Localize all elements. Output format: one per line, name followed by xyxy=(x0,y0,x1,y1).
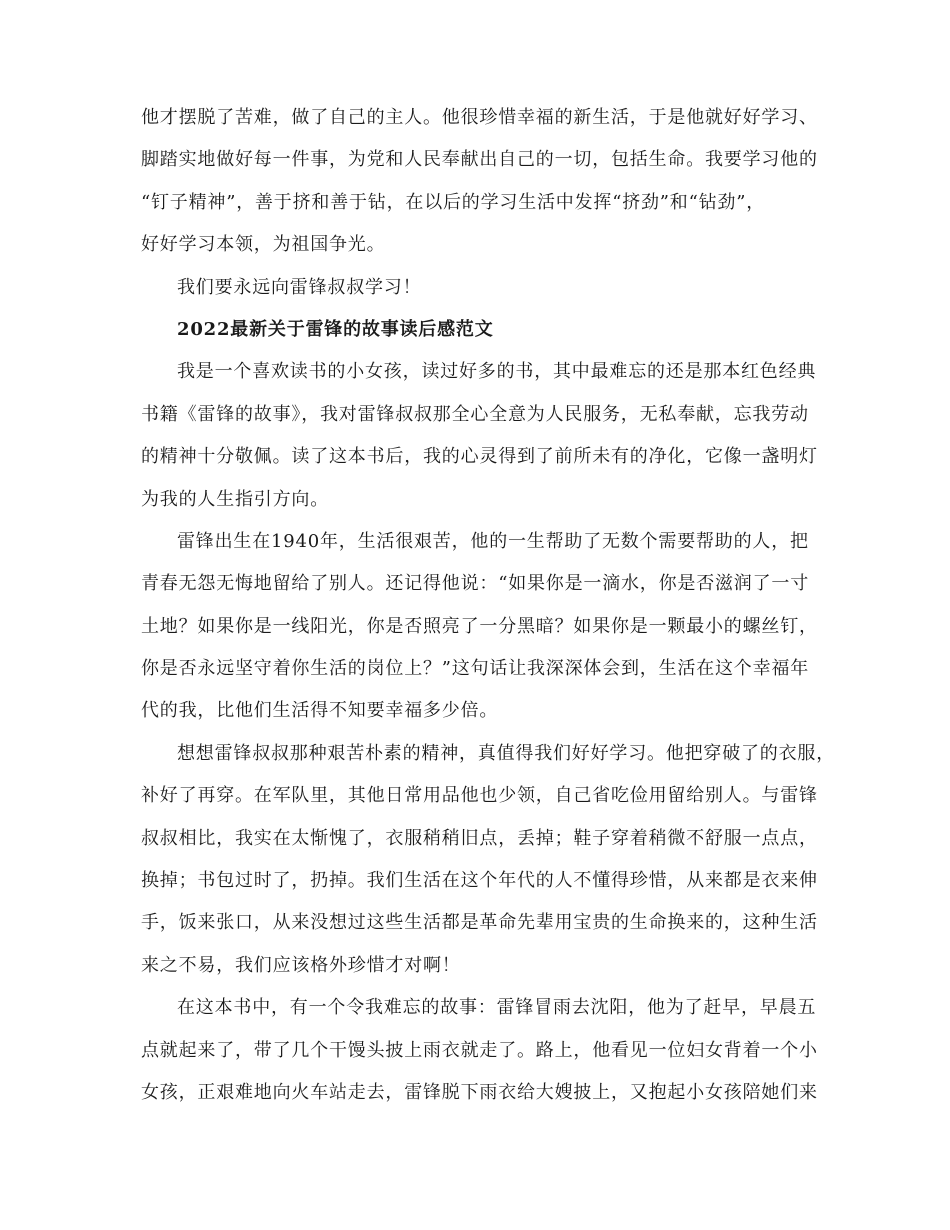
text-line: 补好了再穿。在军队里，其他日常用品他也少领，自己省吃俭用留给别人。与雷锋 xyxy=(141,785,818,807)
section-heading: 2022最新关于雷锋的故事读后感范文 xyxy=(177,318,494,340)
text-line: 换掉；书包过时了，扔掉。我们生活在这个年代的人不懂得珍惜，从来都是衣来伸 xyxy=(141,870,818,892)
text-line: 来之不易，我们应该格外珍惜才对啊！ xyxy=(141,954,461,976)
text-line: 叔叔相比，我实在太惭愧了，衣服稍稍旧点，丢掉；鞋子穿着稍微不舒服一点点， xyxy=(141,827,818,849)
text-line: 点就起来了，带了几个干馒头披上雨衣就走了。路上，他看见一位妇女背着一个小 xyxy=(141,1039,818,1061)
text-line: 脚踏实地做好每一件事，为党和人民奉献出自己的一切，包括生命。我要学习他的 xyxy=(141,149,818,171)
text-line: 为我的人生指引方向。 xyxy=(141,488,329,510)
text-line: 的精神十分敬佩。读了这本书后，我的心灵得到了前所未有的净化，它像一盏明灯 xyxy=(141,446,818,468)
text-line: 好好学习本领，为祖国争光。 xyxy=(141,234,386,256)
text-line: 青春无怨无悔地留给了别人。还记得他说：“如果你是一滴水，你是否滋润了一寸 xyxy=(141,573,809,595)
text-line: “钉子精神”，善于挤和善于钻，在以后的学习生活中发挥“挤劲”和“钻劲”， xyxy=(141,191,766,213)
document-body xyxy=(141,97,835,1114)
text-line: 想想雷锋叔叔那种艰苦朴素的精神，真值得我们好好学习。他把穿破了的衣服， xyxy=(177,742,835,764)
text-line: 你是否永远坚守着你生活的岗位上？”这句话让我深深体会到，生活在这个幸福年 xyxy=(141,658,809,680)
text-line: 土地？如果你是一线阳光，你是否照亮了一分黑暗？如果你是一颗最小的螺丝钉， xyxy=(141,615,818,637)
text-line: 我是一个喜欢读书的小女孩，读过好多的书，其中最难忘的还是那本红色经典 xyxy=(177,361,817,383)
text-line: 我们要永远向雷锋叔叔学习！ xyxy=(177,276,422,298)
text-line: 手，饭来张口，从来没想过这些生活都是革命先辈用宝贵的生命换来的，这种生活 xyxy=(141,912,818,934)
text-line: 他才摆脱了苦难，做了自己的主人。他很珍惜幸福的新生活，于是他就好好学习、 xyxy=(141,107,818,128)
text-line: 雷锋出生在1940年，生活很艰苦，他的一生帮助了无数个需要帮助的人，把 xyxy=(177,530,809,552)
text-line: 书籍《雷锋的故事》，我对雷锋叔叔那全心全意为人民服务，无私奉献，忘我劳动 xyxy=(141,403,809,425)
text-line: 代的我，比他们生活得不知要幸福多少倍。 xyxy=(141,700,499,722)
text-line: 女孩，正艰难地向火车站走去，雷锋脱下雨衣给大嫂披上，又抱起小女孩陪她们来 xyxy=(141,1081,818,1103)
text-line: 在这本书中，有一个令我难忘的故事：雷锋冒雨去沈阳，他为了赶早，早晨五 xyxy=(177,997,817,1019)
